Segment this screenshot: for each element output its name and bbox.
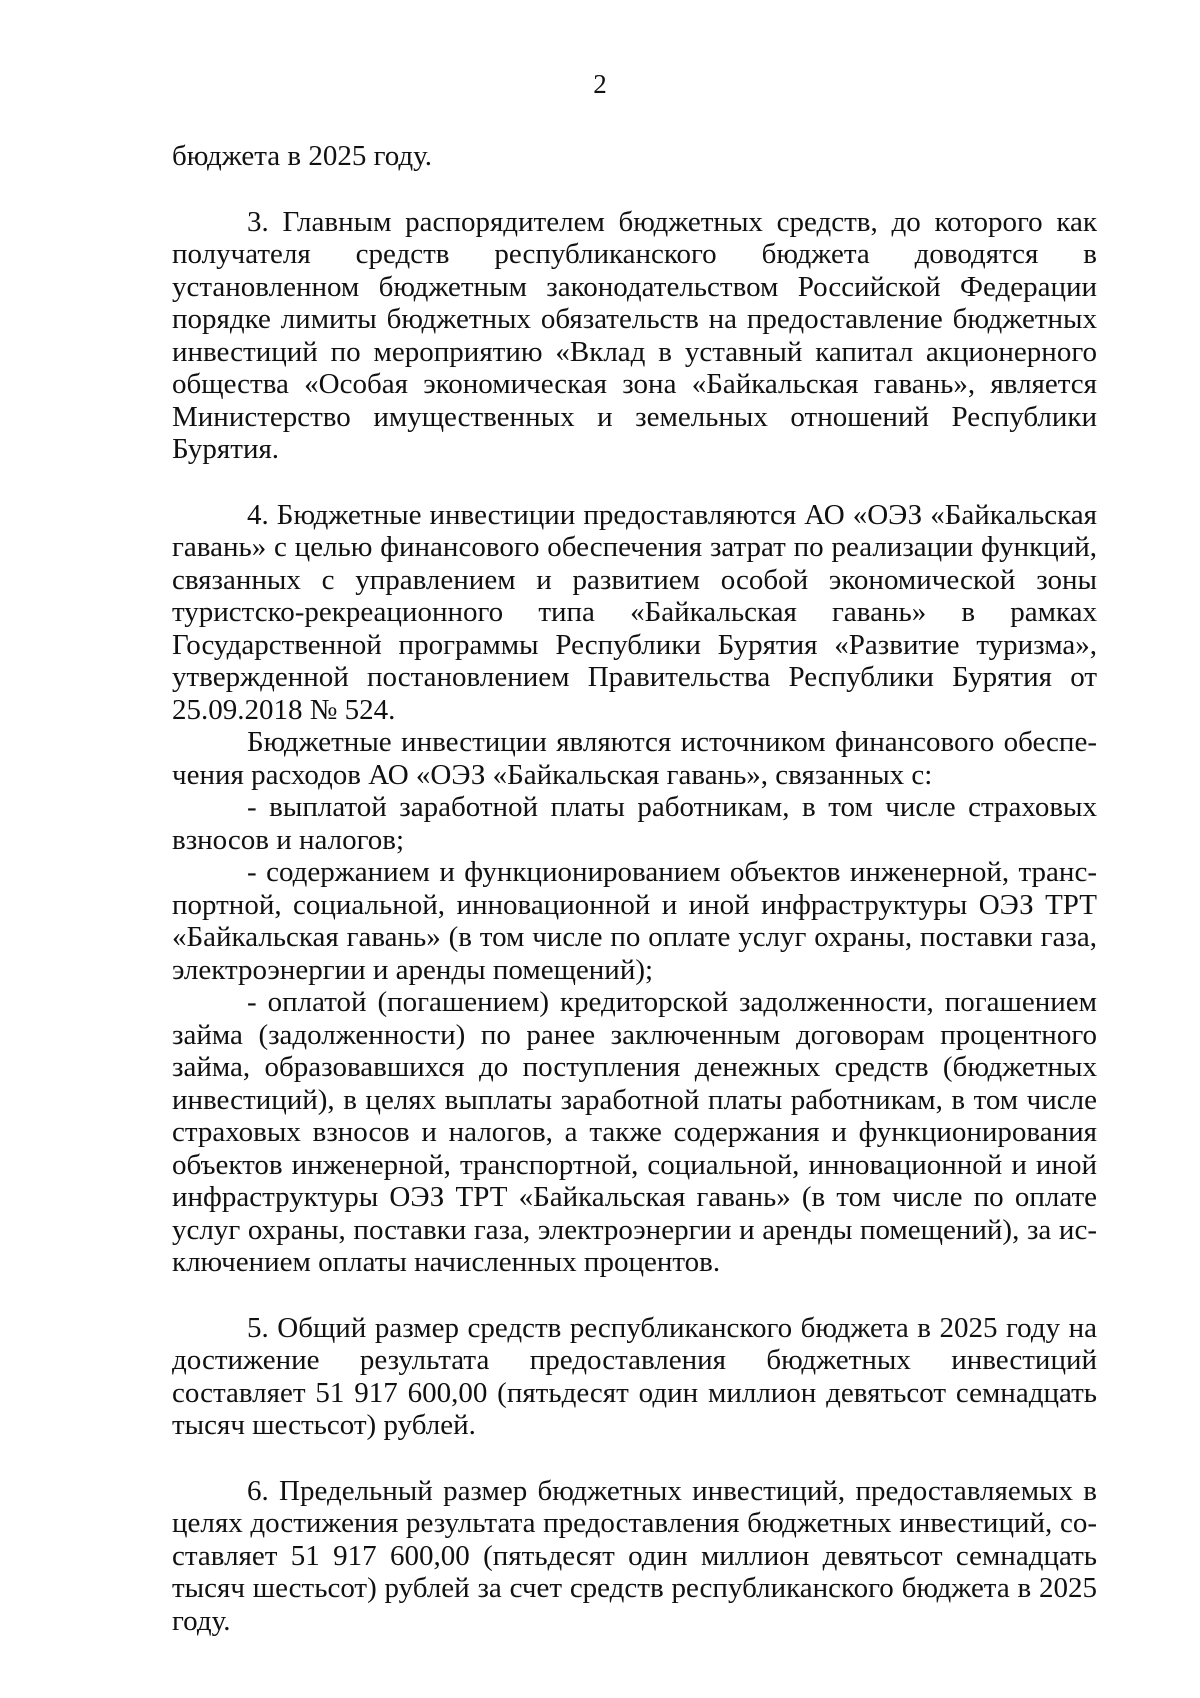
list-item-salary: - выплатой заработной платы работникам, в том числе страховых взносов и налогов; (172, 791, 1097, 856)
document-body (172, 140, 1097, 1637)
paragraph-item-5: 5. Общий размер средств республиканского бюджета в 2025 году на достижение результата предоставления бюджетных инвестиций составляет 51 917 600,00 (пятьдесят один миллион девятьсот семнадцать тысяч шестьсот) рублей. (172, 1311, 1097, 1441)
list-item-debt-repayment: - оплатой (погашением) кредиторской задолженности, погашением займа (задолженности) по ранее заключенным договорам процентного займа, образовавшихся до поступления денежных средств (бюджетных инвестиций), в целях выплаты заработной платы работникам, в том числе страховых взносов и налогов, а также содержания и функционирования объектов инженерной, транспортной, социальной, инновационной и иной инфраструктуры ОЭЗ ТРТ «Байкальская гавань» (в том числе по оплате услуг охраны, поставки газа, электроэнергии и аренды помещений), за исключением оплаты начисленных процентов. (172, 986, 1097, 1278)
paragraph-item-3: 3. Главным распорядителем бюджетных средств, до которого как получателя средств республиканского бюджета доводятся в установленном бюджетным законодательством Российской Федерации порядке лимиты бюджетных обязательств на предоставление бюджетных инвестиций по мероприятию «Вклад в уставный капитал акционерного общества «Особая экономическая зона «Байкальская гавань», является Министерство имущественных и земельных отношений Республики Бурятия. (172, 205, 1097, 465)
paragraph-item-6: 6. Предельный размер бюджетных инвестиций, предоставляемых в целях достижения результата предоставления бюджетных инвестиций, составляет 51 917 600,00 (пятьдесят один миллион девятьсот семнадцать тысяч шестьсот) рублей за счет средств республиканского бюджета в 2025 году. (172, 1474, 1097, 1637)
page-number: 2 (593, 69, 607, 99)
paragraph-item-4-sources: Бюджетные инвестиции являются источником финансового обеспечения расходов АО «ОЭЗ «Байкальская гавань», связанных с: (172, 726, 1097, 791)
list-item-maintenance: - содержанием и функционированием объектов инженерной, транспортной, социальной, инновационной и иной инфраструктуры ОЭЗ ТРТ «Байкальская гавань» (в том числе по оплате услуг охраны, поставки газа, электроэнергии и аренды помещений); (172, 856, 1097, 986)
paragraph-continuation: бюджета в 2025 году. (172, 140, 433, 172)
paragraph-item-4: 4. Бюджетные инвестиции предоставляются АО «ОЭЗ «Байкальская гавань» с целью финансового обеспечения затрат по реализации функций, связанных с управлением и развитием особой экономической зоны туристско-рекреационного типа «Байкальская гавань» в рамках Государственной программы Республики Бурятия «Развитие туризма», утвержденной постановлением Правительства Республики Бурятия от 25.09.2018 № 524. (172, 498, 1097, 726)
